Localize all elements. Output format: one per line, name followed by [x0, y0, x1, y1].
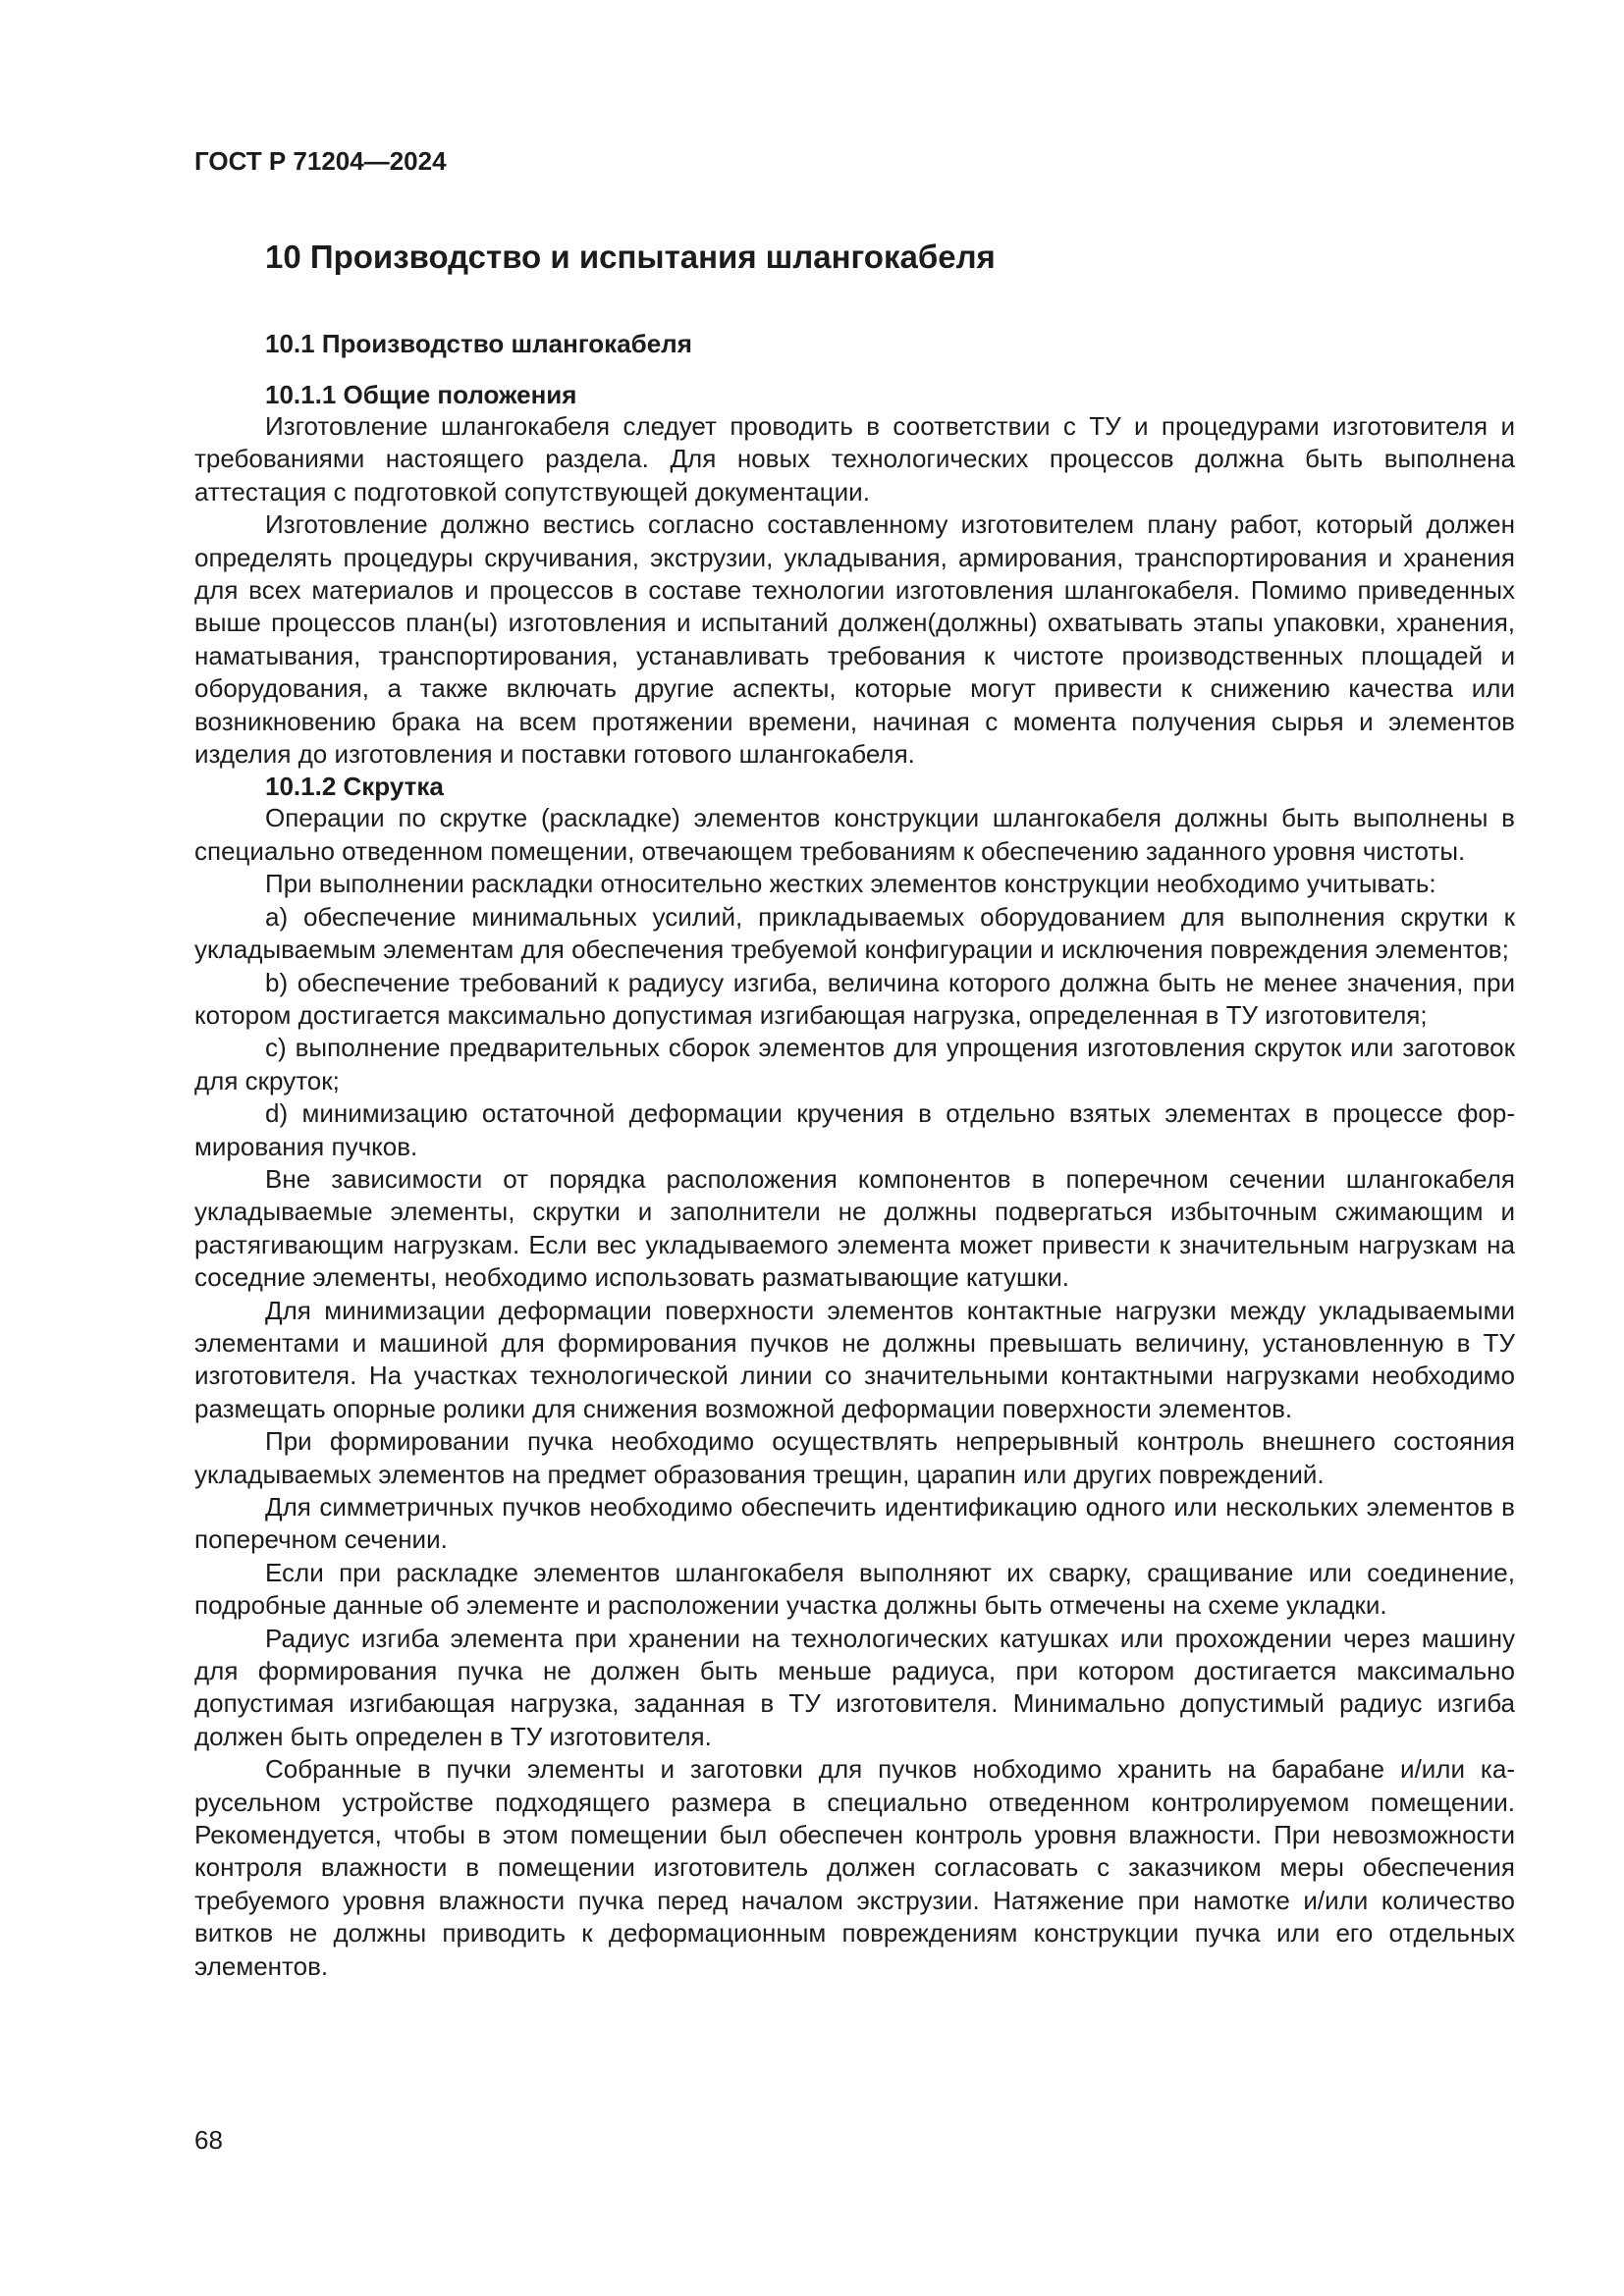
- paragraph: Для симметричных пучков необходимо обеспечить идентификацию одного или нескольких элементов в поперечном сечении.: [194, 1492, 1515, 1555]
- paragraph: Радиус изгиба элемента при хранении на технологических катушках или прохождении через машину для формирования пучка не должен быть меньше радиуса, при котором достигается максимально допустимая изгибающая нагрузка, заданная в ТУ изготовителя. Минимально допустимый радиус изгиба должен быть определен в ТУ изготовителя.: [194, 1623, 1515, 1751]
- paragraph: При выполнении раскладки относительно жестких элементов конструкции необходимо учитывать:: [265, 869, 1436, 899]
- document-page: [194, 145, 1515, 2187]
- paragraph: Для минимизации деформации поверхности элементов контактные нагрузки между укладываемыми элементами и машиной для формирования пучков не должны превышать величину, установленную в ТУ изготовителя. На участках технологической линии со значительными контактными нагрузками необходимо размещать опорные ролики для снижения возможной деформации поверхности элементов.: [194, 1295, 1515, 1423]
- paragraph: Собранные в пучки элементы и заготовки для пучков нобходимо хранить на барабане и/или карусельном устройстве подходящего размера в специально отведенном контролируемом помещении. Рекомендуется, чтобы в этом помещении был обеспечен контроль уровня влажности. При невозможности контроля влажности в помещении изготовитель должен согласовать с заказчиком меры обеспечения требуемого уровня влажности пучка перед началом экструзии. Натяжение при намотке и/или количество витков не должны приводить к деформационным повреждениям конструкции пучка или его отдельных элементов.: [194, 1754, 1515, 1981]
- standard-number: ГОСТ Р 71204—2024: [194, 146, 447, 176]
- list-item-b: b) обеспечение требований к радиусу изгиба, величина которого должна быть не менее значения, при котором достигается максимально допустимая изгибающая нагрузка, определенная в ТУ изготовителя;: [194, 967, 1515, 1030]
- paragraph: Если при раскладке элементов шлангокабеля выполняют их сварку, сращивание или соединение, подробные данные об элементе и расположении участка должны быть отмечены на схеме укладки.: [194, 1557, 1515, 1621]
- paragraph: Изготовление должно вестись согласно составленному изготовителем плану работ, который должен определять процедуры скручивания, экструзии, укладывания, армирования, транспортирования и хранения для всех материалов и процессов в составе технологии изготовления шлангокабеля. Помимо приведенных выше процессов план(ы) изготовления и испытаний должен(должны) охватывать этапы упаковки, хранения, наматывания, транспортирования, устанавливать требования к чистоте производственных площадей и оборудования, а также включать другие аспекты, которые могут привести к снижению качества или возникновению брака на всем протяжении времени, начиная с момента получения сырья и элементов изделия до изготовления и поставки готового шлангокабеля.: [194, 509, 1515, 770]
- list-item-c: c) выполнение предварительных сборок элементов для упрощения изготовления скруток или заготовок для скруток;: [194, 1033, 1515, 1095]
- clause-title-twisting: 10.1.2 Скрутка: [265, 772, 444, 802]
- clause-body-twisting: [194, 802, 1515, 1983]
- paragraph: При формировании пучка необходимо осуществлять непрерывный контроль внешнего состояния укладываемых элементов на предмет образования трещин, царапин или других повреждений.: [194, 1426, 1515, 1489]
- clause-title-general: 10.1.1 Общие положения: [265, 380, 577, 409]
- subsection-title: 10.1 Производство шлангокабеля: [265, 329, 692, 358]
- paragraph: Операции по скрутке (раскладке) элементов конструкции шлангокабеля должны быть выполнены в специально отведенном помещении, отвечающем требованиям к обеспечению заданного уровня чистоты.: [194, 803, 1515, 866]
- list-item-a: a) обеспечение минимальных усилий, прикладываемых оборудованием для выполнения скрутки к укладываемым элементам для обеспечения требуемой конфигурации и исключения повреждения элементов;: [194, 901, 1515, 965]
- clause-body-general: [194, 410, 1515, 771]
- page-number: 68: [194, 2125, 223, 2155]
- paragraph: Изготовление шлангокабеля следует проводить в соответствии с ТУ и процедурами изготовителя и требованиями настоящего раздела. Для новых технологических процессов должна быть выполнена аттестация с подготовкой сопутствующей документации.: [194, 411, 1515, 507]
- section-title: 10 Производство и испытания шлангокабеля: [265, 239, 996, 275]
- list-item-d: d) минимизацию остаточной деформации кручения в отдельно взятых элементах в процессе формирования пучков.: [194, 1098, 1515, 1161]
- paragraph: Вне зависимости от порядка расположения компонентов в поперечном сечении шлангокабеля укладываемые элементы, скрутки и заполнители не должны подвергаться избыточным сжимающим и растягивающим нагрузкам. Если вес укладываемого элемента может привести к значительным нагрузкам на соседние элементы, необходимо использовать разматывающие катушки.: [194, 1163, 1515, 1293]
